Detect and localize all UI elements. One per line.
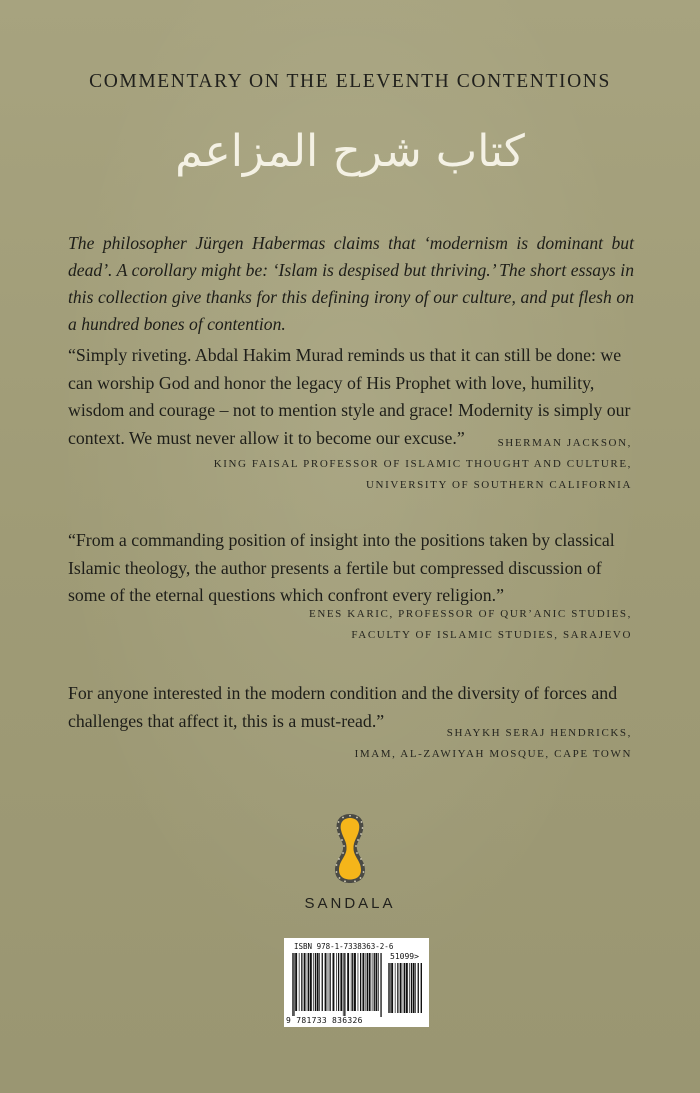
barcode-bars: [292, 953, 384, 1017]
barcode-addon-bars: [388, 963, 422, 1019]
sandal-logo-icon: [332, 812, 368, 884]
endorsement-attribution: [68, 604, 632, 646]
endorsement-quote: “From a commanding position of insight into the positions taken by classical Islamic theology, the author presents a fertile but compressed discussion of some of the eternal questions which confront every religion.”: [68, 530, 615, 605]
attribution-line: KING FAISAL PROFESSOR OF ISLAMIC THOUGHT AND CULTURE,: [213, 458, 632, 470]
series-title: COMMENTARY ON THE ELEVENTH CONTENTIONS: [89, 71, 611, 92]
isbn-label: ISBN 978-1-7338363-2-6: [294, 942, 394, 951]
price-code: 51099>: [390, 952, 419, 961]
attribution-line: SHAYKH SERAJ HENDRICKS,: [446, 727, 632, 739]
attribution-line: IMAM, AL-ZAWIYAH MOSQUE, CAPE TOWN: [354, 748, 632, 760]
endorsement-attribution: [68, 433, 632, 496]
attribution-line: ENES KARIC, PROFESSOR OF QUR’ANIC STUDIES,: [309, 608, 632, 620]
endorsement-quote: “Simply riveting. Abdal Hakim Murad reminds us that it can still be done: we can worship God and honor the legacy of His Prophet with love, humility, wisdom and courage – not to mention style and grace! Modernity is simply our context. We must never allow it to become our excuse.”: [68, 345, 631, 448]
isbn-barcode: [284, 938, 429, 1027]
attribution-line: UNIVERSITY OF SOUTHERN CALIFORNIA: [366, 479, 632, 491]
attribution-line: FACULTY OF ISLAMIC STUDIES, SARAJEVO: [351, 629, 632, 641]
book-blurb: The philosopher Jürgen Habermas claims that ‘modernism is dominant but dead’. A corollary might be: ‘Islam is despised but thriving.’ The short essays in this collection give thanks for this defining irony of our culture, and put flesh on a hundred bones of contention.: [68, 233, 634, 334]
publisher-name: SANDALA: [304, 895, 396, 912]
endorsement-quote: For anyone interested in the modern condition and the diversity of forces and challenges that affect it, this is a must-read.”: [68, 683, 618, 731]
endorsement-attribution: [68, 723, 632, 765]
attribution-line: SHERMAN JACKSON,: [497, 437, 632, 449]
barcode-number: 9 781733 836326: [286, 1016, 363, 1025]
arabic-calligraphy-title: كتاب شرح المزاعم: [175, 126, 525, 177]
